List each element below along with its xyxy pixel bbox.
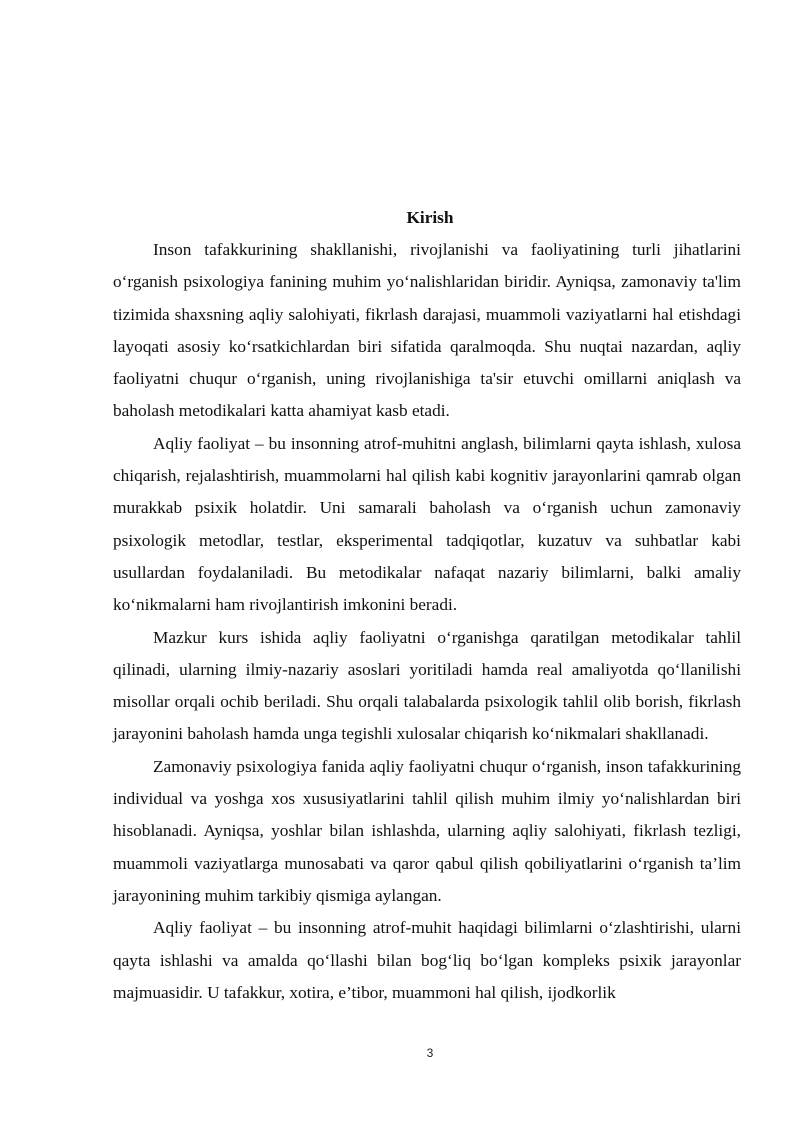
paragraph-4: Zamonaviy psixologiya fanida aqliy faoliyatni chuqur o‘rganish, inson tafakkurining individual va yoshga xos xususiyatlarini tahlil qilish muhim ilmiy yo‘nalishlardan biri hisoblanadi. Ayniqsa, yoshlar bilan ishlashda, ularning aqliy salohiyati, fikrlash tezligi, muammoli vaziyatlarga munosabati va qaror qabul qilish qobiliyatlarini o‘rganish ta’lim jarayonining muhim tarkibiy qismiga aylangan. [113,756,741,905]
paragraph-3: Mazkur kurs ishida aqliy faoliyatni o‘rganishga qaratilgan metodikalar tahlil qilinadi, ularning ilmiy-nazariy asoslari yoritiladi hamda real amaliyotda qo‘llanilishi misollar orqali ochib beriladi. Shu orqali talabalarda psixologik tahlil olib borish, fikrlash jarayonini baholash hamda unga tegishli xulosalar chiqarish ko‘nikmalari shakllanadi. [113,627,741,744]
page-content [113,202,741,1009]
paragraph-1: Inson tafakkurining shakllanishi, rivojlanishi va faoliyatining turli jihatlarini o‘rganish psixologiya fanining muhim yo‘nalishlaridan biridir. Ayniqsa, zamonaviy ta'lim tizimida shaxsning aqliy salohiyati, fikrlash darajasi, muammoli vaziyatlarni hal etishdagi layoqati asosiy ko‘rsatkichlardan biri sifatida qaralmoqda. Shu nuqtai nazardan, aqliy faoliyatni chuqur o‘rganish, uning rivojlanishiga ta'sir etuvchi omillarni aniqlash va baholash metodikalari katta ahamiyat kasb etadi. [113,240,741,421]
section-title: Kirish [406,208,454,227]
paragraph-2: Aqliy faoliyat – bu insonning atrof-muhitni anglash, bilimlarni qayta ishlash, xulosa chiqarish, rejalashtirish, muammolarni hal qilish kabi kognitiv jarayonlarini qamrab olgan murakkab psixik holatdir. Uni samarali baholash va o‘rganish uchun zamonaviy psixologik metodlar, testlar, eksperimental tadqiqotlar, kuzatuv va suhbatlar kabi usullardan foydalaniladi. Bu metodikalar nafaqat nazariy bilimlarni, balki amaliy ko‘nikmalarni ham rivojlantirish imkonini beradi. [113,433,741,615]
page-number: 3 [426,1046,434,1060]
paragraph-5: Aqliy faoliyat – bu insonning atrof-muhit haqidagi bilimlarni o‘zlashtirishi, ularni qayta ishlashi va amalda qo‘llashi bilan bog‘liq bo‘lgan kompleks psixik jarayonlar majmuasidir. U tafakkur, xotira, e’tibor, muammoni hal qilish, ijodkorlik [113,918,741,1002]
